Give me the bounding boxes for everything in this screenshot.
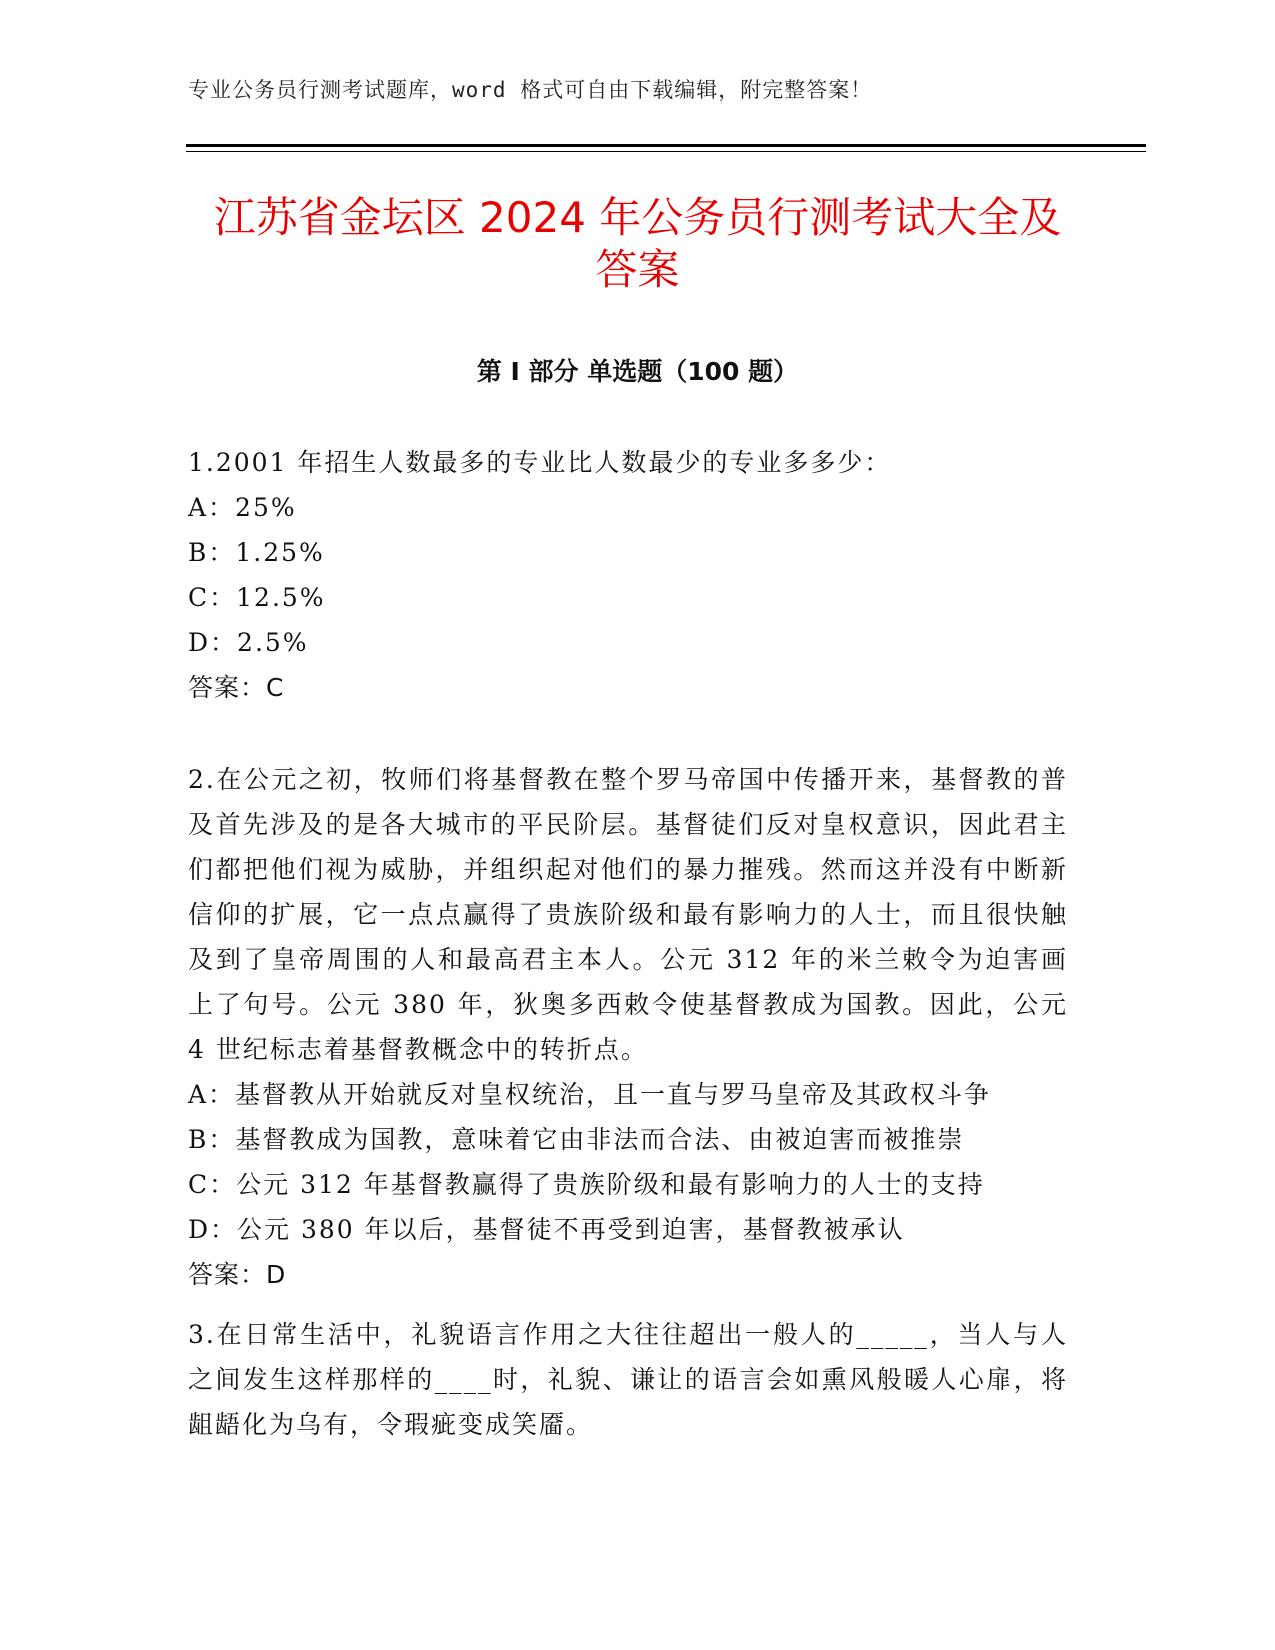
header-rule-thick [186,144,1146,147]
question-2 [188,757,1068,1297]
question-stem: 3.在日常生活中，礼貌语言作用之大往往超出一般人的_____，当人与人之间发生这样那样的____时，礼貌、谦让的语言会如熏风般暖人心扉，将龃龉化为乌有，令瑕疵变成笑靥。 [188,1320,1068,1439]
question-stem: 2.在公元之初，牧师们将基督教在整个罗马帝国中传播开来，基督教的普及首先涉及的是各大城市的平民阶层。基督徒们反对皇权意识，因此君主们都把他们视为威胁，并组织起对他们的暴力摧残。然而这并没有中断新信仰的扩展，它一点点赢得了贵族阶级和最有影响力的人士，而且很快触及到了皇帝周围的人和最高君主本人。公元 312 年的米兰敕令为迫害画上了句号。公元 380 年，狄奥多西敕令使基督教成为国教。因此，公元 4 世纪标志着基督教概念中的转折点。 [188,765,1068,1064]
option-a: A：基督教从开始就反对皇权统治，且一直与罗马皇帝及其政权斗争 [188,1080,992,1109]
header-rule-thin [186,151,1146,152]
option-c: C：公元 312 年基督教赢得了贵族阶级和最有影响力的人士的支持 [188,1170,985,1199]
header-note: 专业公务员行测考试题库，word 格式可自由下载编辑，附完整答案！ [188,78,873,102]
answer: 答案：D [188,1260,287,1289]
question-3 [188,1312,1068,1447]
question-stem: 1.2001 年招生人数最多的专业比人数最少的专业多多少： [188,448,892,477]
document-title-line2: 答案 [595,245,680,294]
option-a: A：25% [188,493,297,522]
document-title-line1: 江苏省金坛区 2024 年公务员行测考试大全及 [213,193,1062,242]
option-d: D：公元 380 年以后，基督徒不再受到迫害，基督教被承认 [188,1215,905,1244]
question-1 [188,440,1068,710]
option-d: D：2.5% [188,628,309,657]
option-b: B：基督教成为国教，意味着它由非法而合法、由被迫害而被推崇 [188,1125,965,1154]
answer: 答案：C [188,673,285,702]
option-c: C：12.5% [188,583,326,612]
option-b: B：1.25% [188,538,325,567]
section-title: 第 I 部分 单选题（100 题） [476,357,799,386]
document-title [160,192,1115,296]
